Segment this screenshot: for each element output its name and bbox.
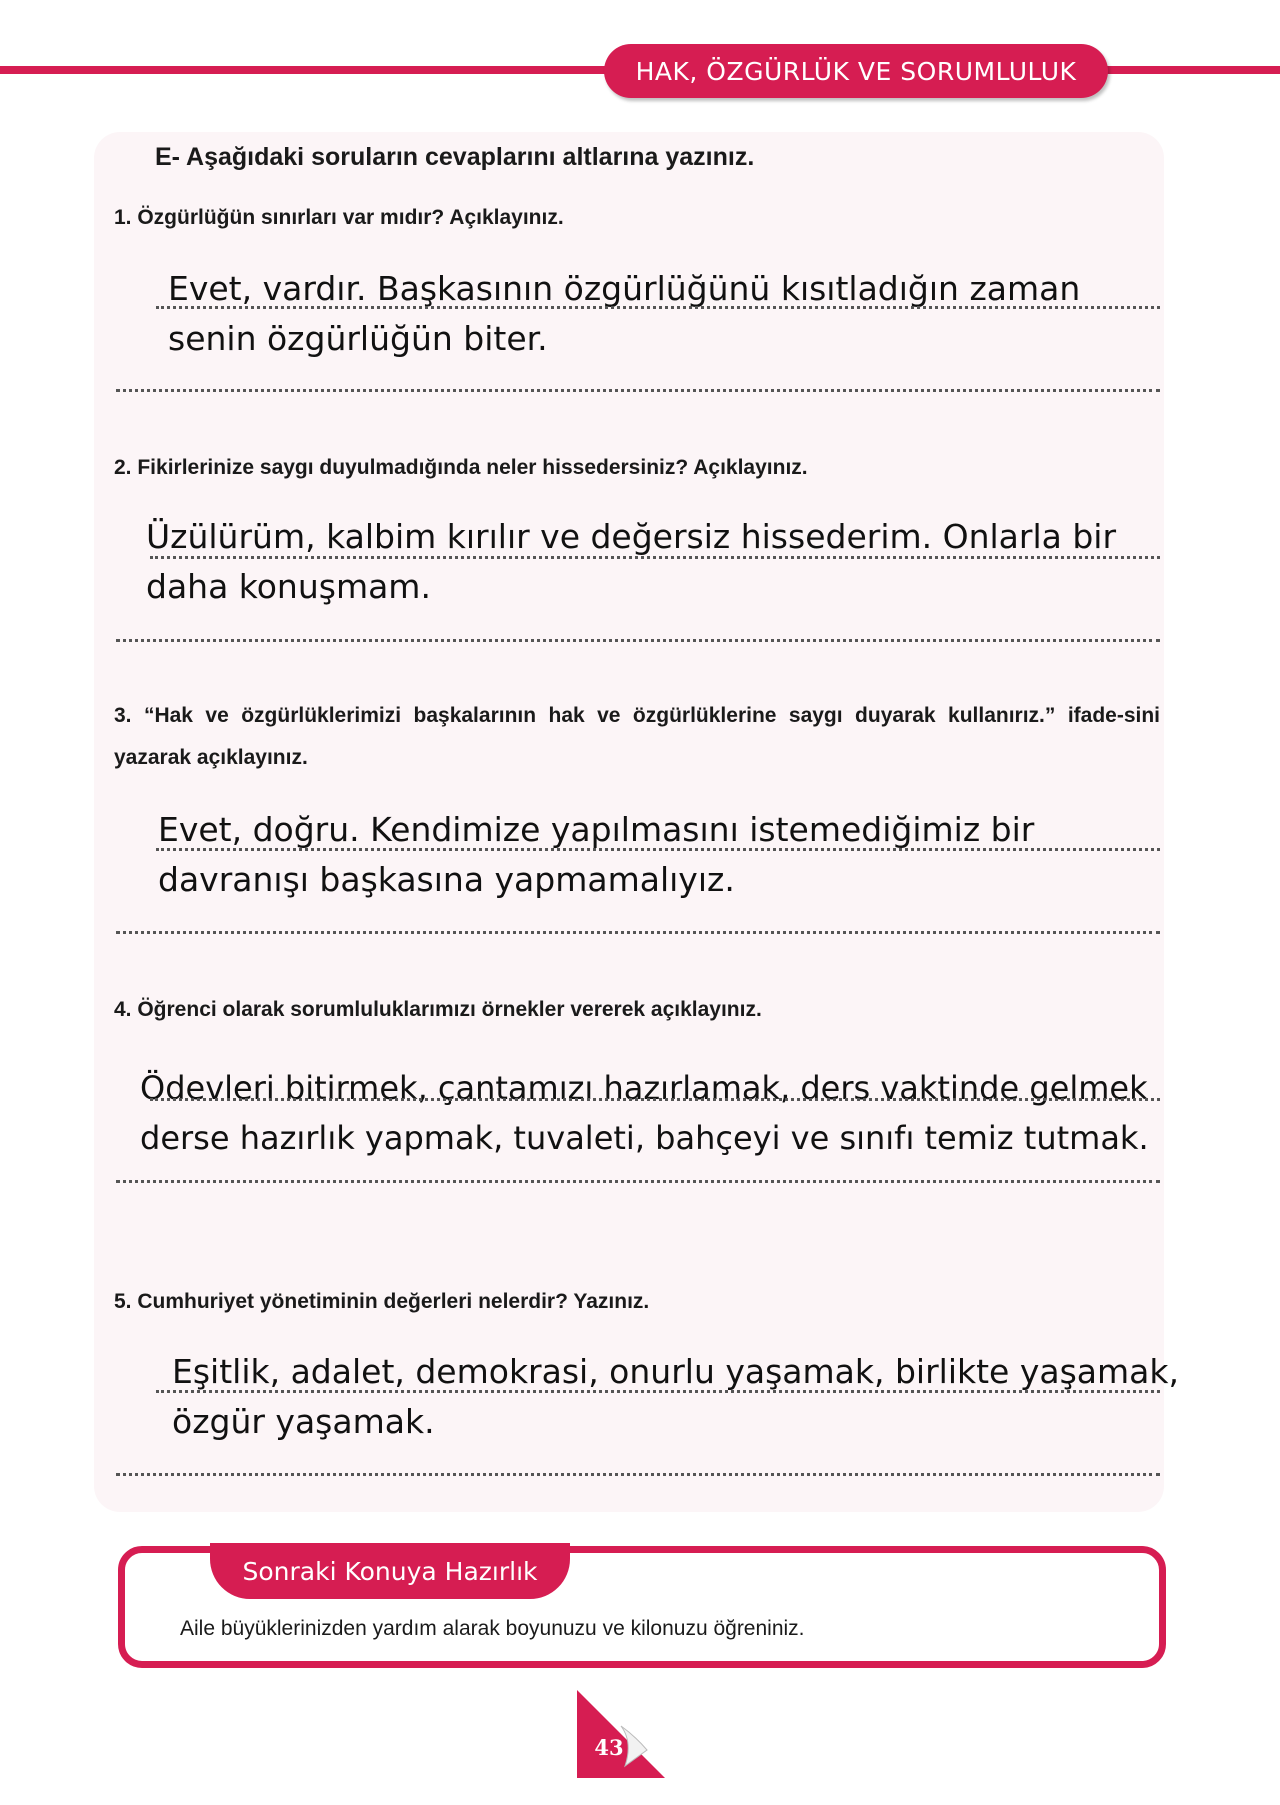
next-topic-title-tab: [210, 1543, 570, 1599]
question-4: 4. Öğrenci olarak sorumluluklarımızı örnekler vererek açıklayınız.: [114, 998, 762, 1021]
answer-1-line-2: senin özgürlüğün biter.: [168, 319, 548, 358]
unit-title: HAK, ÖZGÜRLÜK VE SORUMLULUK: [635, 56, 1077, 86]
answer-line: [156, 1390, 1160, 1393]
answer-line: [156, 306, 1160, 309]
answer-line: [116, 1180, 1160, 1183]
answer-line: [116, 639, 1160, 642]
answer-5-line-2: özgür yaşamak.: [172, 1402, 435, 1441]
answer-4-line-2: derse hazırlık yapmak, tuvaleti, bahçeyi ve sınıfı temiz tutmak.: [140, 1119, 1149, 1157]
question-2: 2. Fikirlerinize saygı duyulmadığında neler hissedersiniz? Açıklayınız.: [114, 456, 808, 479]
answer-4-line-1: Ödevleri bitirmek, çantamızı hazırlamak, ders vaktinde gelmek: [140, 1069, 1148, 1107]
page-corner-icon: [575, 1686, 669, 1780]
next-topic-text: Aile büyüklerinizden yardım alarak boyunuzu ve kilonuzu öğreniniz.: [180, 1617, 805, 1640]
answer-3-line-2: davranışı başkasına yapmamalıyız.: [158, 860, 735, 899]
answer-5-line-1: Eşitlik, adalet, demokrasi, onurlu yaşamak, birlikte yaşamak,: [172, 1352, 1179, 1391]
answer-line: [156, 848, 1160, 851]
answer-line: [150, 556, 1160, 559]
question-3: 3. “Hak ve özgürlüklerimizi başkalarının hak ve özgürlüklerine saygı duyarak kullanırız.” ifade-sini yazarak açıklayınız.: [114, 704, 1160, 769]
answer-line: [116, 389, 1160, 392]
page-number: 43: [594, 1735, 624, 1760]
answer-2-line-1: Üzülürüm, kalbim kırılır ve değersiz hissederim. Onlarla bir: [146, 517, 1117, 556]
section-instruction: E- Aşağıdaki soruların cevaplarını altlarına yazınız.: [155, 143, 755, 171]
answer-1-line-1: Evet, vardır. Başkasının özgürlüğünü kısıtladığın zaman: [168, 269, 1081, 308]
question-5: 5. Cumhuriyet yönetiminin değerleri nelerdir? Yazınız.: [114, 1290, 650, 1313]
unit-title-badge: [604, 44, 1108, 98]
answer-line: [150, 1098, 1160, 1101]
next-topic-title: Sonraki Konuya Hazırlık: [242, 1556, 538, 1586]
answer-2-line-2: daha konuşmam.: [146, 567, 431, 606]
question-1: 1. Özgürlüğün sınırları var mıdır? Açıklayınız.: [114, 206, 564, 229]
answer-line: [116, 931, 1160, 934]
answer-line: [116, 1473, 1160, 1476]
answer-3-line-1: Evet, doğru. Kendimize yapılmasını istemediğimiz bir: [158, 810, 1035, 849]
